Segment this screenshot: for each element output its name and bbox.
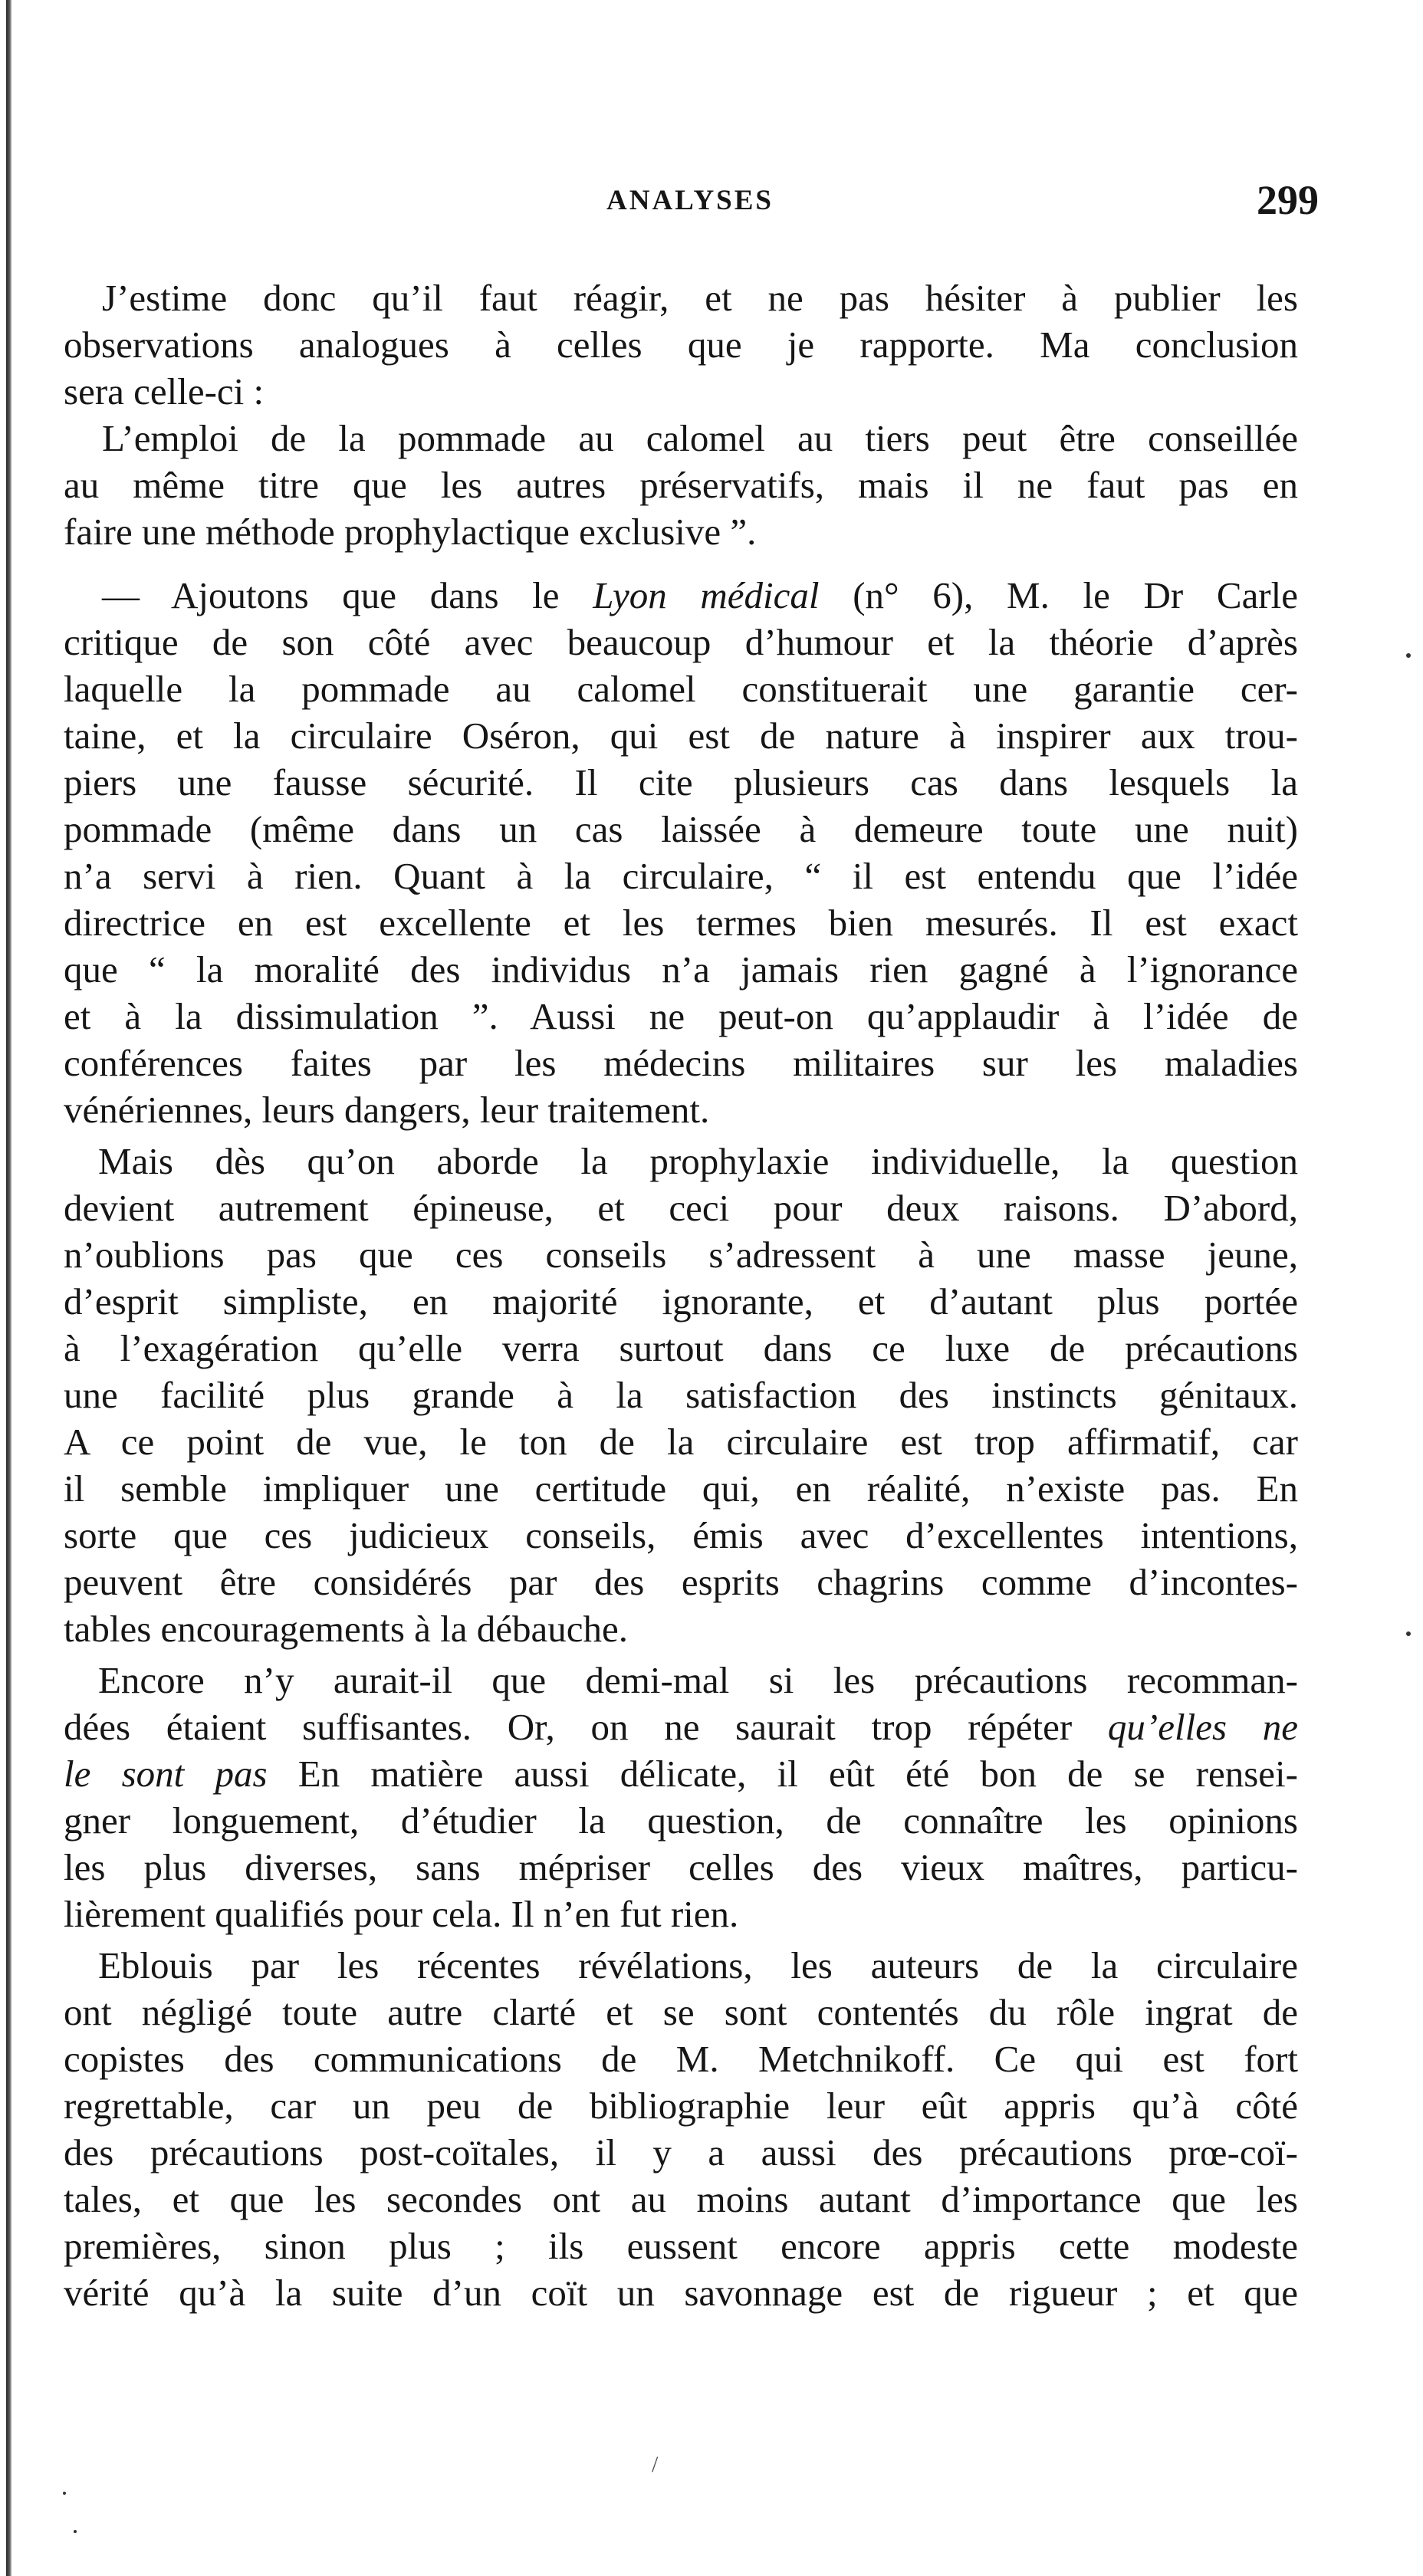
- text-line: tables encouragements à la débauche.: [64, 1608, 629, 1650]
- text-line: copistes des communications de M. Metchnikoff. Ce qui est fort: [64, 2038, 1298, 2080]
- text-line: laquelle la pommade au calomel constituerait une garantie cer-: [64, 668, 1298, 710]
- scan-speck: [63, 2492, 66, 2495]
- emphasis: le sont pas: [64, 1753, 268, 1795]
- paragraph: [64, 1138, 1298, 1652]
- text-line: J’estime donc qu’il faut réagir, et ne pas hésiter à publier les: [102, 277, 1298, 319]
- paragraph: [64, 1657, 1298, 1937]
- text-line: lièrement qualifiés pour cela. Il n’en fut rien.: [64, 1893, 739, 1935]
- text-line: A ce point de vue, le ton de la circulaire est trop affirmatif, car: [64, 1421, 1298, 1463]
- text-fragment: — Ajoutons que dans le: [102, 574, 593, 616]
- text-line: premières, sinon plus ; ils eussent encore appris cette modeste: [64, 2225, 1298, 2267]
- text-line: taine, et la circulaire Oséron, qui est de nature à inspirer aux trou-: [64, 715, 1298, 757]
- text-line: vérité qu’à la suite d’un coït un savonnage est de rigueur ; et que: [64, 2272, 1298, 2314]
- text-line: directrice en est excellente et les termes bien mesurés. Il est exact: [64, 902, 1298, 944]
- text-fragment: En matière aussi délicate, il eût été bon de se rensei-: [267, 1753, 1298, 1795]
- emphasis: qu’elles ne: [1107, 1706, 1298, 1748]
- text-line: ont négligé toute autre clarté et se sont contentés du rôle ingrat de: [64, 1991, 1298, 2033]
- text-line: sorte que ces judicieux conseils, émis avec d’excellentes intentions,: [64, 1514, 1298, 1556]
- text-line: piers une fausse sécurité. Il cite plusieurs cas dans lesquels la: [64, 761, 1298, 803]
- text-line: Mais dès qu’on aborde la prophylaxie individuelle, la question: [98, 1140, 1298, 1182]
- text-line: sera celle-ci :: [64, 370, 265, 412]
- journal-title: Lyon médical: [593, 574, 820, 616]
- text-line: peuvent être considérés par des esprits chagrins comme d’incontes-: [64, 1561, 1298, 1603]
- text-line: n’oublions pas que ces conseils s’adressent à une masse jeune,: [64, 1234, 1298, 1276]
- paragraph: [64, 274, 1298, 415]
- paragraph: [64, 415, 1298, 555]
- text-line: faire une méthode prophylactique exclusive ”.: [64, 511, 757, 553]
- text-line: tales, et que les secondes ont au moins autant d’importance que les: [64, 2178, 1298, 2220]
- text-line: une facilité plus grande à la satisfaction des instincts génitaux.: [64, 1374, 1298, 1416]
- text-line: Eblouis par les récentes révélations, les auteurs de la circulaire: [98, 1944, 1298, 1986]
- text-line: d’esprit simpliste, en majorité ignorante, et d’autant plus portée: [64, 1280, 1298, 1322]
- page-header: [69, 170, 1319, 232]
- text-line: gner longuement, d’étudier la question, de connaître les opinions: [64, 1799, 1298, 1842]
- text-line: à l’exagération qu’elle verra surtout dans ce luxe de précautions: [64, 1327, 1298, 1369]
- text-line: devient autrement épineuse, et ceci pour deux raisons. D’abord,: [64, 1187, 1298, 1229]
- running-title: ANALYSES: [606, 185, 774, 216]
- text-line: que “ la moralité des individus n’a jamais rien gagné à l’ignorance: [64, 948, 1298, 991]
- scan-speck: [1406, 653, 1411, 658]
- text-line: et à la dissimulation ”. Aussi ne peut-on qu’applaudir à l’idée de: [64, 995, 1298, 1037]
- paragraph: [64, 1942, 1298, 2316]
- page-edge-scan-line: [6, 0, 12, 2576]
- scan-speck: [1406, 1631, 1411, 1636]
- text-fragment: (n° 6), M. le Dr Carle: [819, 574, 1298, 616]
- text-line: Encore n’y aurait-il que demi-mal si les précautions recomman-: [98, 1659, 1298, 1701]
- text-line: [64, 1750, 1298, 1797]
- text-line: des précautions post-coïtales, il y a aussi des précautions prœ-coï-: [64, 2131, 1298, 2174]
- text-line: critique de son côté avec beaucoup d’humour et la théorie d’après: [64, 621, 1298, 663]
- text-line: il semble impliquer une certitude qui, en réalité, n’existe pas. En: [64, 1467, 1298, 1510]
- text-line: [64, 572, 1298, 619]
- text-line: les plus diverses, sans mépriser celles des vieux maîtres, particu-: [64, 1846, 1298, 1888]
- text-line: vénériennes, leurs dangers, leur traitement.: [64, 1089, 710, 1131]
- page-number: 299: [1257, 177, 1319, 223]
- text-fragment: dées étaient suffisantes. Or, on ne saurait trop répéter: [64, 1706, 1108, 1748]
- text-line: regrettable, car un peu de bibliographie leur eût appris qu’à côté: [64, 2085, 1298, 2127]
- text-line: n’a servi à rien. Quant à la circulaire, “ il est entendu que l’idée: [64, 855, 1298, 897]
- paragraph-gap: [64, 555, 1298, 572]
- page-body: [64, 274, 1298, 2316]
- text-line: observations analogues à celles que je rapporte. Ma conclusion: [64, 324, 1298, 366]
- text-line: pommade (même dans un cas laissée à demeure toute une nuit): [64, 808, 1298, 850]
- scan-speck: [74, 2530, 77, 2533]
- text-line: conférences faites par les médecins militaires sur les maladies: [64, 1042, 1298, 1084]
- footer-mark: /: [652, 2452, 659, 2477]
- text-line: L’emploi de la pommade au calomel au tiers peut être conseillée: [102, 417, 1298, 459]
- text-line: au même titre que les autres préservatifs, mais il ne faut pas en: [64, 464, 1298, 506]
- paragraph: [64, 572, 1298, 1133]
- text-line: [64, 1704, 1298, 1750]
